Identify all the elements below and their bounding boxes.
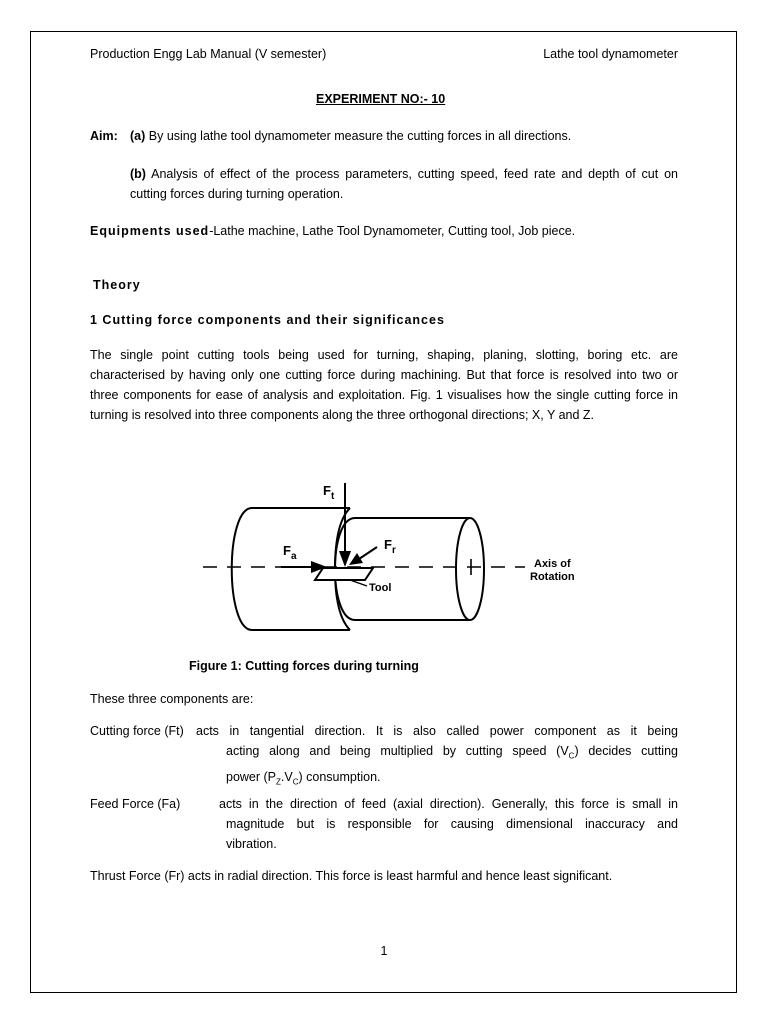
vc2-subscript: C: [292, 777, 299, 786]
cutting-force-line1-text: acts in tangential direction. It is also called power component as it being: [196, 724, 678, 738]
theory-paragraph: The single point cutting tools being used for turning, shaping, planing, slotting, boring etc. are characterised by having only one cutting force during machining. But that force is resolved into two or three components for ease of analysis and exploitation. Fig. 1 visualises how the single cutting force in turning is resolved into three components along the three orthogonal directions; X, Y and Z.: [90, 348, 678, 422]
header-right: Lathe tool dynamometer: [543, 47, 678, 61]
aim-b-marker: (b): [130, 167, 146, 181]
header-left: Production Engg Lab Manual (V semester): [90, 47, 327, 61]
component-cutting-force: [90, 721, 678, 792]
aim-b-text: Analysis of effect of the process parameters, cutting speed, feed rate and depth of cut on cutting forces during turning operation.: [130, 167, 678, 201]
label-axis-line1: Axis of: [534, 558, 571, 570]
label-fr: $F_r$: [384, 537, 396, 556]
fr-arrow: [349, 547, 377, 565]
label-ft: $F_t$: [323, 483, 335, 502]
label-fa: $F_a$: [283, 543, 297, 562]
feed-force-line3: vibration.: [226, 837, 277, 851]
label-tool: Tool: [369, 582, 392, 594]
cutting-force-line3-a: power (P: [226, 769, 277, 784]
aim-b: [130, 164, 678, 204]
feed-force-line1-text: acts in the direction of feed (axial direction). Generally, this force is small in: [219, 797, 678, 811]
cutting-tool: [315, 568, 373, 580]
component-feed-force: [90, 794, 678, 854]
equipment-label: Equipments used: [90, 224, 210, 238]
feed-force-line1: [90, 794, 678, 814]
cutting-force-line2-a: acting along and being multiplied by cutting speed (V: [226, 744, 569, 758]
equipment-text: -Lathe machine, Lathe Tool Dynamometer, Cutting tool, Job piece.: [209, 224, 576, 238]
vc-subscript: C: [568, 751, 575, 761]
cutting-force-term: Cutting force (Ft): [90, 724, 184, 738]
cutting-force-line1: [90, 721, 678, 741]
pz-subscript: Z: [276, 777, 281, 786]
cutting-force-line2: [226, 741, 678, 767]
aim-label: Aim:: [90, 129, 118, 143]
cutting-forces-figure: [195, 475, 605, 645]
equipment-line: [90, 221, 680, 241]
cutting-force-line3-b: ) consumption.: [298, 769, 381, 784]
label-axis-line2: Rotation: [530, 571, 575, 583]
page-number: 1: [380, 944, 388, 958]
section-heading: 1 Cutting force components and their significances: [90, 313, 445, 327]
components-intro: These three components are:: [90, 692, 254, 706]
aim-a-text: By using lathe tool dynamometer measure the cutting forces in all directions.: [145, 129, 572, 143]
cutting-force-line2-b: ) decides cutting: [574, 744, 678, 758]
aim-a-marker: (a): [130, 129, 146, 143]
feed-force-term: Feed Force (Fa): [90, 797, 181, 811]
theory-heading: Theory: [93, 278, 141, 292]
experiment-title: EXPERIMENT NO:- 10: [316, 92, 446, 106]
feed-force-line2: magnitude but is responsible for causing dimensional inaccuracy and: [226, 817, 678, 831]
cutting-force-line3-mid: .V: [280, 769, 293, 784]
aim-a: [130, 126, 678, 146]
figure-caption: Figure 1: Cutting forces during turning: [189, 659, 419, 673]
cutting-force-line3: [226, 767, 678, 793]
component-thrust-force: Thrust Force (Fr) acts in radial direction. This force is least harmful and hence least significant.: [90, 869, 613, 883]
